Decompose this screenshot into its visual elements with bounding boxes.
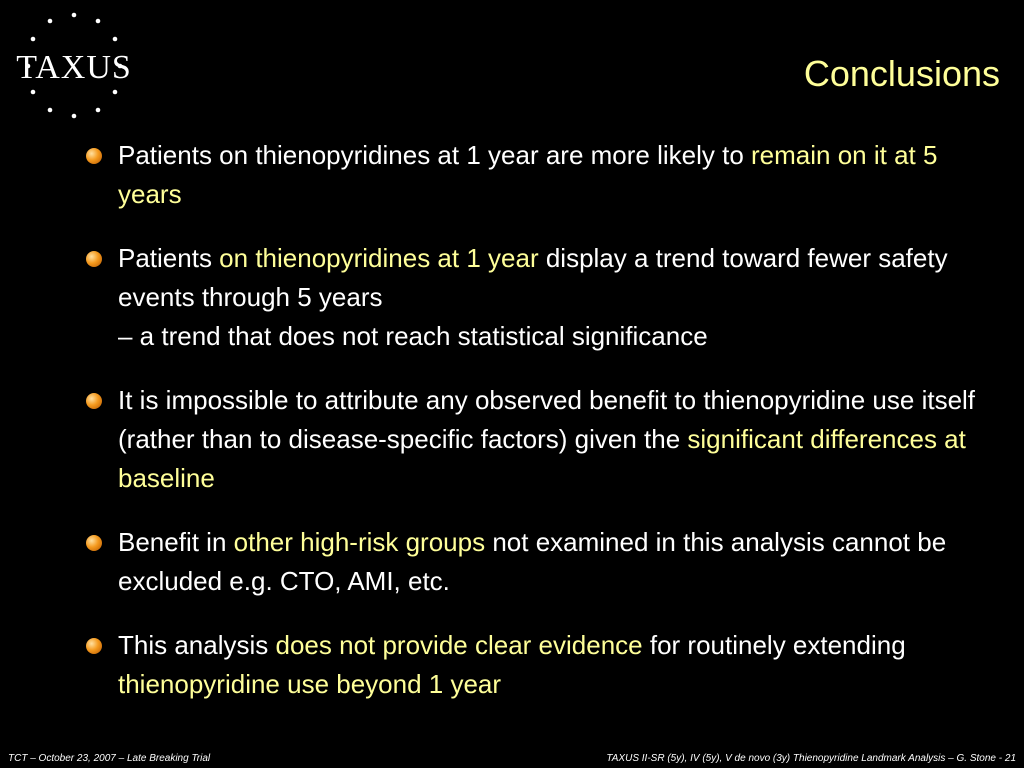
svg-text:TAXUS: TAXUS xyxy=(16,49,132,86)
bullet-icon xyxy=(86,148,102,164)
bullet-highlight: thienopyridine use beyond 1 year xyxy=(118,669,502,699)
bullet-item xyxy=(86,239,986,356)
bullet-icon xyxy=(86,251,102,267)
bullet-text: display a trend toward fewer safety events through 5 years xyxy=(118,243,948,312)
bullet-text: Patients xyxy=(118,243,220,273)
bullet-text: This analysis xyxy=(118,630,276,660)
bullet-item xyxy=(86,136,986,214)
bullet-item xyxy=(86,523,986,601)
bullet-highlight: on thienopyridines at 1 year xyxy=(219,243,539,273)
bullet-highlight: remain on it at 5 years xyxy=(118,140,938,209)
bullet-item xyxy=(86,381,986,498)
bullet-text: not examined in this analysis cannot be excluded e.g. CTO, AMI, etc. xyxy=(118,527,947,596)
taxus-logo xyxy=(6,8,146,124)
bullet-text: for routinely extending xyxy=(642,630,906,660)
bullet-highlight: does not provide clear evidence xyxy=(275,630,643,660)
bullet-icon xyxy=(86,393,102,409)
slide-title: Conclusions xyxy=(803,53,1000,94)
bullet-text: It is impossible to attribute any observed benefit to thienopyridine use itself (rather than to disease-specific factors) given the xyxy=(118,385,976,454)
footer-left: TCT – October 23, 2007 – Late Breaking Trial xyxy=(8,753,211,764)
bullet-text: Benefit in xyxy=(118,527,234,557)
bullet-highlight: significant differences at baseline xyxy=(118,424,966,493)
bullet-highlight: other high-risk groups xyxy=(233,527,486,557)
bullet-text: Patients on thienopyridines at 1 year are more likely to xyxy=(118,140,752,170)
bullet-icon xyxy=(86,638,102,654)
bullet-item xyxy=(86,626,986,704)
bullet-text: – a trend that does not reach statistical significance xyxy=(118,321,708,351)
footer-right: TAXUS II-SR (5y), IV (5y), V de novo (3y) Thienopyridine Landmark Analysis – G. Stone - 21 xyxy=(606,753,1016,764)
bullet-icon xyxy=(86,535,102,551)
taxus-logo-icon xyxy=(6,8,146,124)
conclusions-list xyxy=(86,136,986,729)
